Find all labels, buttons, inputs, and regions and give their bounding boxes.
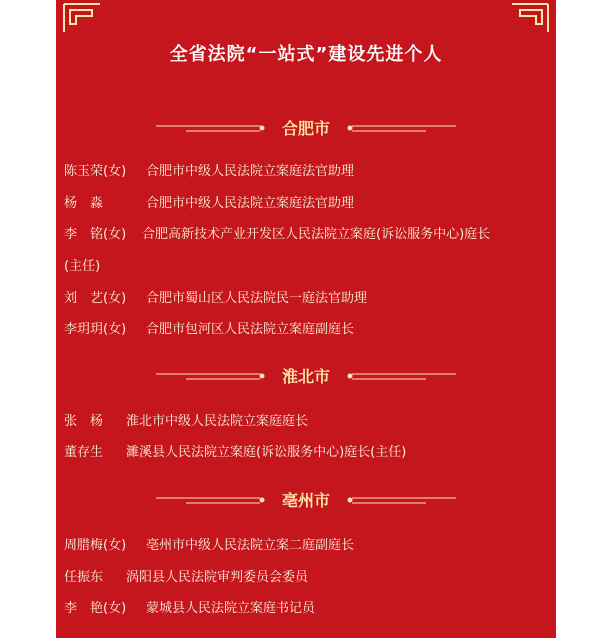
list-item — [64, 441, 406, 460]
list-item — [64, 318, 354, 337]
section-title: 淮北市 — [281, 367, 330, 386]
corner-ornament-left — [62, 2, 102, 34]
person-title: 合肥市蜀山区人民法院民一庭法官助理 — [146, 291, 368, 306]
list-item — [64, 287, 367, 306]
section-header-bozhou — [56, 488, 556, 512]
person-name: 张 杨 — [64, 414, 104, 429]
person-name: 李 铭(女) — [64, 227, 127, 242]
corner-ornament-right — [510, 2, 550, 34]
section-title: 合肥市 — [281, 119, 330, 138]
list-item — [64, 192, 354, 211]
list-item — [64, 597, 315, 616]
list-item — [64, 410, 308, 429]
divider-ornament-right — [346, 492, 456, 508]
person-title: 亳州市中级人民法院立案二庭副庭长 — [146, 538, 355, 553]
person-name: 董存生 — [64, 445, 104, 460]
person-title: 合肥高新技术产业开发区人民法院立案庭(诉讼服务中心)庭长 — [142, 227, 491, 242]
person-title-continuation: (主任) — [64, 259, 101, 274]
person-name: 李 艳(女) — [64, 601, 127, 616]
list-item-continuation — [64, 255, 100, 274]
person-name: 李玥玥(女) — [64, 322, 127, 337]
person-title: 涡阳县人民法院审判委员会委员 — [126, 570, 309, 585]
person-title: 濉溪县人民法院立案庭(诉讼服务中心)庭长(主任) — [126, 445, 407, 460]
person-title: 淮北市中级人民法院立案庭庭长 — [126, 414, 309, 429]
content-panel — [56, 0, 556, 638]
person-name: 任振东 — [64, 570, 104, 585]
person-title: 合肥市中级人民法院立案庭法官助理 — [146, 196, 355, 211]
section-header-huaibei — [56, 364, 556, 388]
person-name: 杨 淼 — [64, 196, 104, 211]
person-name: 陈玉荣(女) — [64, 164, 127, 179]
page-title: 全省法院“一站式”建设先进个人 — [169, 44, 443, 65]
list-item — [64, 534, 354, 553]
list-item — [64, 223, 490, 242]
list-item — [64, 566, 308, 585]
person-title: 合肥市包河区人民法院立案庭副庭长 — [146, 322, 355, 337]
person-name: 刘 艺(女) — [64, 291, 127, 306]
person-title: 合肥市中级人民法院立案庭法官助理 — [146, 164, 355, 179]
divider-ornament-right — [346, 368, 456, 384]
list-item — [64, 160, 354, 179]
divider-ornament-right — [346, 120, 456, 136]
person-title: 蒙城县人民法院立案庭书记员 — [146, 601, 316, 616]
section-header-hefei — [56, 116, 556, 140]
section-title: 亳州市 — [281, 491, 330, 510]
person-name: 周腊梅(女) — [64, 538, 127, 553]
